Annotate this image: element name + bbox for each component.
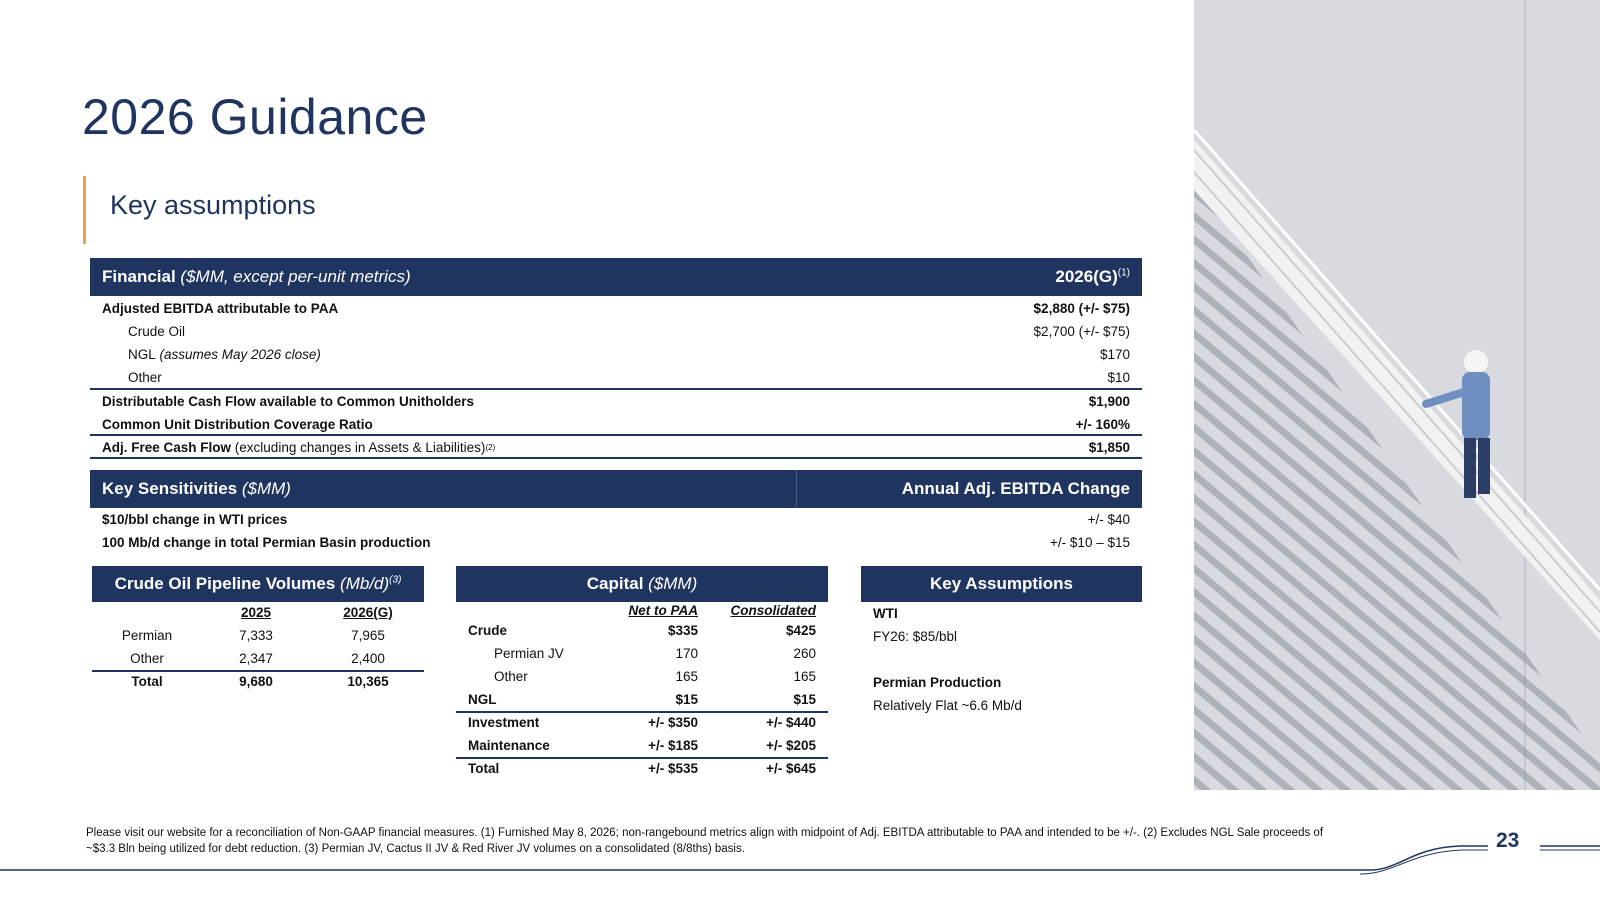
table-row [90,366,1142,389]
assumptions-header-label: Key Assumptions [930,574,1073,593]
row-label: Other [130,651,164,666]
table-row [90,343,1142,366]
column-header: Consolidated [730,603,816,618]
row-value: +/- $40 [1087,512,1130,527]
row-label: Distributable Cash Flow available to Common Unitholders [102,394,475,409]
row-value: $15 [675,692,698,707]
row-label: NGL [468,692,497,707]
table-divider [92,670,424,672]
staircase-illustration [1194,0,1600,790]
assumptions-header [861,566,1142,602]
table-row [90,531,1142,554]
row-value: 2,347 [239,651,273,666]
row-value: 165 [793,669,816,684]
sensitivities-header-value: Annual Adj. EBITDA Change [901,479,1130,498]
row-label: Maintenance [468,738,550,753]
row-label: $10/bbl change in WTI prices [102,512,288,527]
row-label: Other [494,669,528,684]
financial-header-label: Financial [102,267,176,286]
sensitivities-header-label: Key Sensitivities [102,479,238,498]
row-label: Common Unit Distribution Coverage Ratio [102,417,373,432]
row-value: +/- $10 – $15 [1050,535,1130,550]
row-value: $2,700 (+/- $75) [1033,324,1130,339]
row-label: Adjusted EBITDA attributable to PAA [102,301,339,316]
page-title: 2026 Guidance [82,89,428,145]
assumption-text: Relatively Flat ~6.6 Mb/d [873,698,1022,713]
row-value: $425 [785,623,816,638]
financial-header-value: 2026(G) [1055,267,1118,286]
row-label: Investment [468,715,540,730]
row-value: 7,965 [351,628,385,643]
financial-header-sup: (1) [1117,267,1130,279]
row-value: 2,400 [351,651,385,666]
column-header: Net to PAA [628,603,698,618]
volumes-header-label: Crude Oil Pipeline Volumes [114,574,336,593]
assumption-heading: Permian Production [873,675,1002,690]
row-label: Total [468,761,500,776]
financial-header-note: ($MM, except per-unit metrics) [180,267,411,286]
row-value: $2,880 (+/- $75) [1033,301,1130,316]
table-row [90,508,1142,531]
footer-decorative-lines [0,840,1600,880]
row-value: $15 [793,692,816,707]
row-value: 260 [793,646,816,661]
row-value: 170 [675,646,698,661]
row-label: Adj. Free Cash Flow [102,440,232,455]
section-subtitle: Key assumptions [110,190,316,220]
sensitivities-header-note: ($MM) [241,479,291,498]
volumes-header-note: (Mb/d) [340,574,390,593]
assumption-heading: WTI [873,606,898,621]
row-value: +/- $645 [766,761,816,776]
column-header: 2025 [240,605,272,620]
row-note: (excluding changes in Assets & Liabilities) [234,440,486,455]
row-label: Crude [468,623,508,638]
row-value: $1,850 [1088,440,1130,455]
row-label: Permian [121,628,173,643]
page-number: 23 [1496,829,1520,852]
row-value: $1,900 [1088,394,1130,409]
row-value: 7,333 [239,628,273,643]
row-label: Total [131,674,163,689]
row-value: +/- $535 [648,761,698,776]
row-label: Permian JV [494,646,564,661]
row-value: 165 [675,669,698,684]
row-label: Crude Oil [128,324,186,339]
capital-header-note: ($MM) [648,574,698,593]
sensitivities-header [90,470,1142,508]
table-divider [456,711,828,713]
row-label: Other [128,370,162,385]
row-sup: (2) [485,443,496,452]
row-label: 100 Mb/d change in total Permian Basin production [102,535,431,550]
financial-header [90,258,1142,296]
volumes-header [92,566,424,602]
staircase-worker-photo [1194,0,1600,790]
table-row [90,436,1142,459]
assumption-text: FY26: $85/bbl [873,629,958,644]
row-value: $170 [1099,347,1130,362]
accent-bar [83,176,86,244]
row-value: 10,365 [347,674,389,689]
row-value: +/- $350 [648,715,698,730]
row-value: $10 [1107,370,1130,385]
capital-header [456,566,828,602]
table-divider [90,457,1142,459]
row-value: +/- $185 [648,738,698,753]
table-divider [456,757,828,759]
row-note: (assumes May 2026 close) [159,347,321,362]
capital-header-label: Capital [586,574,644,593]
footnote: Please visit our website for a reconciliation of Non-GAAP financial measures. (1) Furnished May 8, 2026; non-rangebound metrics align with midpoint of Adj. EBITDA attributable to PAA and intended to be +/-. (2) Excludes NGL Sale proceeds of ~$3.3 Bln being utilized for debt reduction. (3) Permian JV, Cactus II JV & Red River JV volumes on a consolidated (8/8ths) basis. [86,827,1324,855]
row-label: NGL [128,347,156,362]
volumes-header-sup: (3) [389,574,402,586]
column-header: 2026(G) [343,605,393,620]
row-value: +/- $440 [766,715,816,730]
row-value: 9,680 [239,674,273,689]
table-row [90,320,1142,343]
table-row [90,297,1142,320]
row-value: +/- $205 [766,738,816,753]
row-value: $335 [667,623,698,638]
table-row [90,413,1142,436]
row-value: +/- 160% [1075,417,1130,432]
table-row [90,390,1142,413]
